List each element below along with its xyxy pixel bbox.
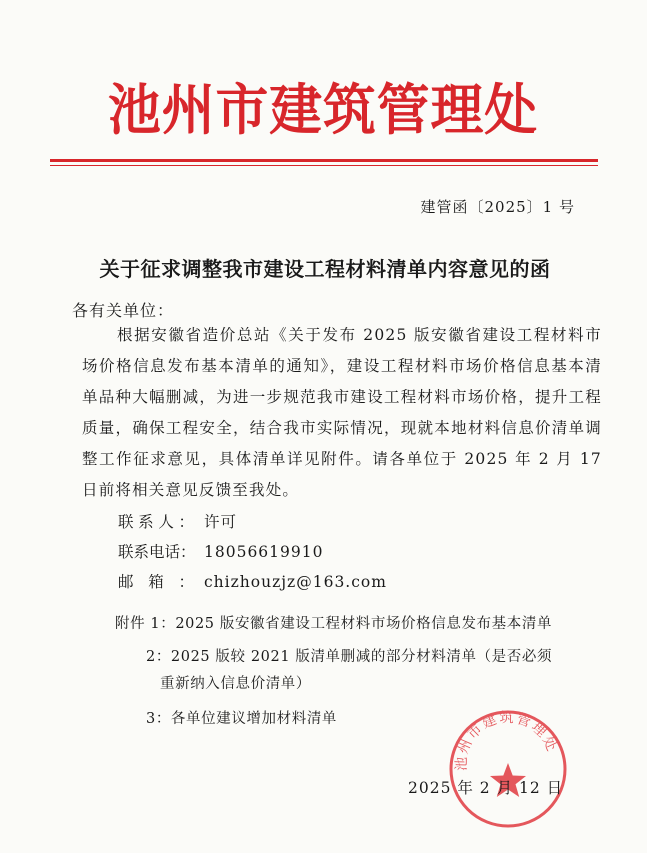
attachment-1: 附件 1：2025 版安徽省建设工程材料市场价格信息发布基本清单 [115, 616, 553, 632]
contact-person-label: 联系人： [118, 513, 194, 531]
seal-text: 池州市建筑管理处 [453, 710, 561, 772]
svg-text:池州市建筑管理处 [454, 710, 561, 771]
org-letterhead-title: 池州市建筑管理处 [107, 77, 539, 142]
letter-date: 2025 年 2 月 12 日 [408, 779, 564, 797]
letterhead-rule-thin [50, 165, 598, 166]
letterhead-rule-thick [50, 159, 598, 162]
contact-person-row [118, 510, 237, 532]
salutation: 各有关单位： [72, 301, 175, 320]
contact-email-label: 邮箱： [118, 573, 194, 591]
contact-phone-row [118, 540, 323, 562]
letter-subject: 关于征求调整我市建设工程材料清单内容意见的函 [99, 257, 551, 281]
contact-email-value: chizhouzjz@163.com [204, 573, 387, 591]
attachment-2-line2: 重新纳入信息价清单） [160, 676, 311, 692]
letter-body: 根据安徽省造价总站《关于发布 2025 版安徽省建设工程材料市场价格信息发布基本清单的通知》，建设工程材料市场价格信息基本清单品种大幅删减，为进一步规范我市建设工程材料市场价格，提升工程质量，确保工程安全，结合我市实际情况，现就本地材料信息价清单调整工作征求意见，具体清单详见附件。请各单位于 2025 年 2 月 17 日前将相关意见反馈至我处。 [82, 326, 602, 499]
contact-phone-label: 联系电话： [118, 543, 196, 561]
official-seal [446, 707, 570, 831]
document-number: 建管函〔2025〕1 号 [420, 198, 575, 216]
contact-email-row [118, 570, 387, 592]
attachment-2-line1: 2：2025 版较 2021 版清单删减的部分材料清单（是否必须 [146, 649, 553, 665]
contact-phone-value: 18056619910 [204, 543, 324, 561]
contact-person-value: 许可 [204, 513, 238, 531]
attachment-3: 3：各单位建议增加材料清单 [146, 711, 338, 727]
